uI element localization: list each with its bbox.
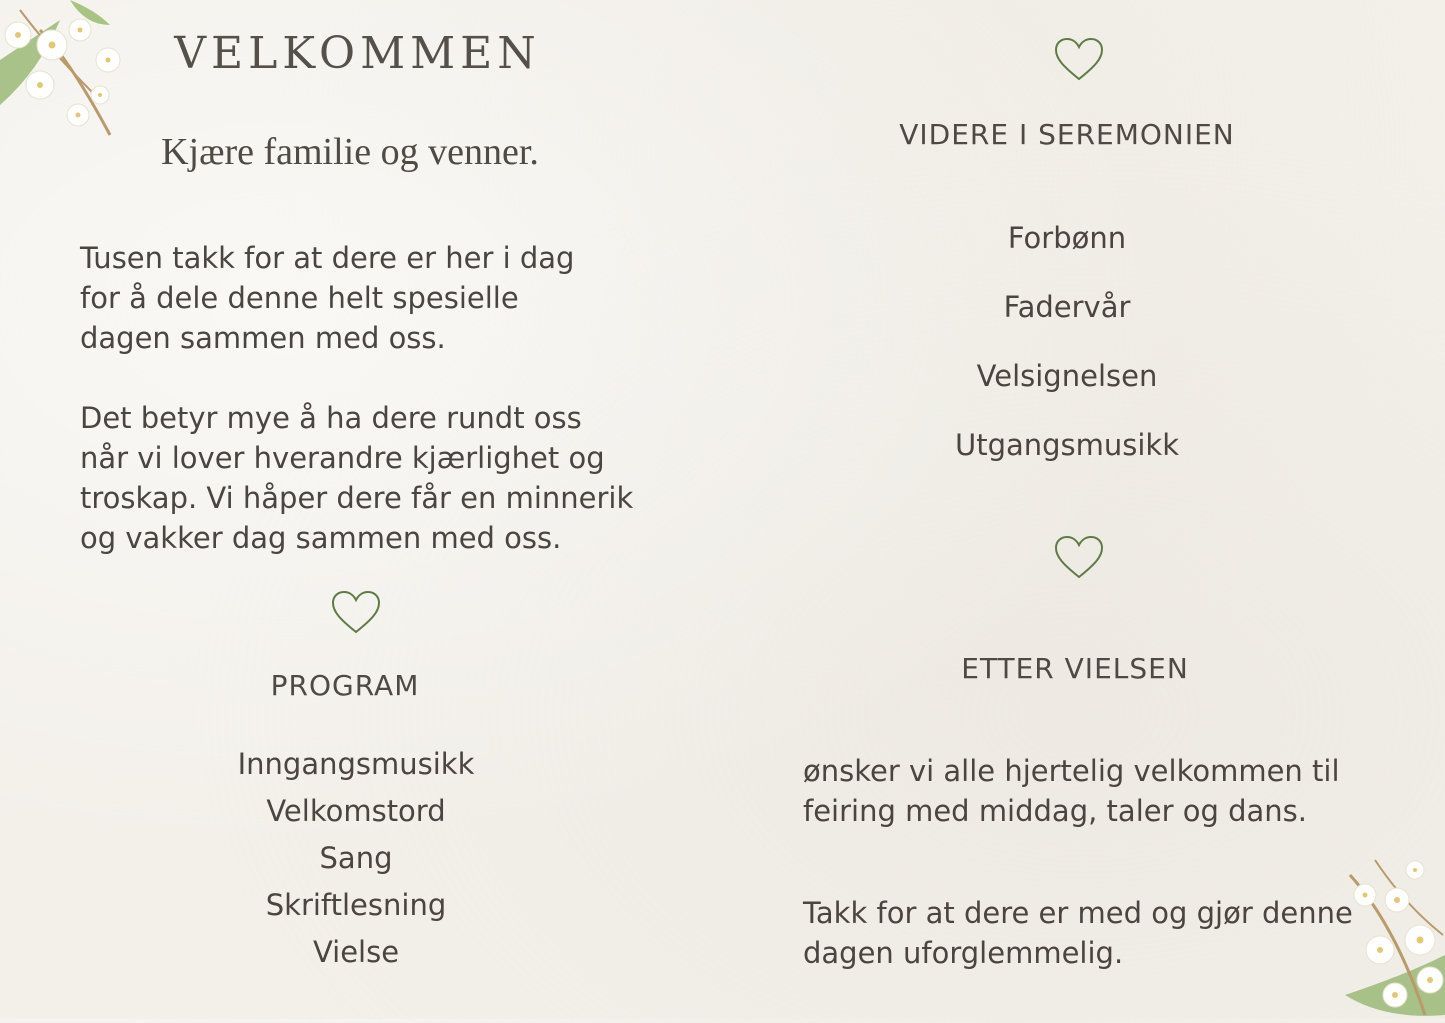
ceremony-item: Forbønn — [1007, 221, 1127, 255]
heart-icon — [1054, 37, 1104, 83]
ceremony-item: Utgangsmusikk — [954, 428, 1180, 462]
blossom-decoration-top-left — [0, 0, 135, 145]
program-item: Inngangsmusikk — [237, 747, 475, 781]
heart-icon — [331, 590, 381, 636]
program-item: Skriftlesning — [265, 888, 447, 922]
ceremony-heading: VIDERE I SEREMONIEN — [899, 118, 1235, 151]
program-list — [156, 745, 556, 980]
after-ceremony-heading: ETTER VIELSEN — [961, 652, 1189, 685]
greeting: Kjære familie og venner. — [161, 131, 539, 173]
ceremony-item: Velsignelsen — [976, 359, 1158, 393]
thanks-paragraph: Det betyr mye å ha dere rundt oss når vi lover hverandre kjærlighet og troskap. Vi håper dere får en minnerik og vakker dag sammen med oss. — [80, 401, 634, 555]
program-item: Sang — [319, 841, 393, 875]
welcome-paragraph: Tusen takk for at dere er her i dag for å dele denne helt spesielle dagen sammen med oss. — [80, 241, 575, 355]
page-title: VELKOMMEN — [174, 28, 541, 79]
program-heading: PROGRAM — [270, 669, 420, 702]
celebration-paragraph: ønsker vi alle hjertelig velkommen til feiring med middag, taler og dans. — [803, 754, 1340, 828]
ceremony-list — [867, 218, 1267, 494]
program-item: Vielse — [312, 935, 400, 969]
ceremony-item: Fadervår — [1003, 290, 1131, 324]
program-item: Velkomstord — [266, 794, 446, 828]
closing-paragraph: Takk for at dere er med og gjør denne dagen uforglemmelig. — [803, 896, 1353, 970]
heart-icon — [1054, 535, 1104, 581]
